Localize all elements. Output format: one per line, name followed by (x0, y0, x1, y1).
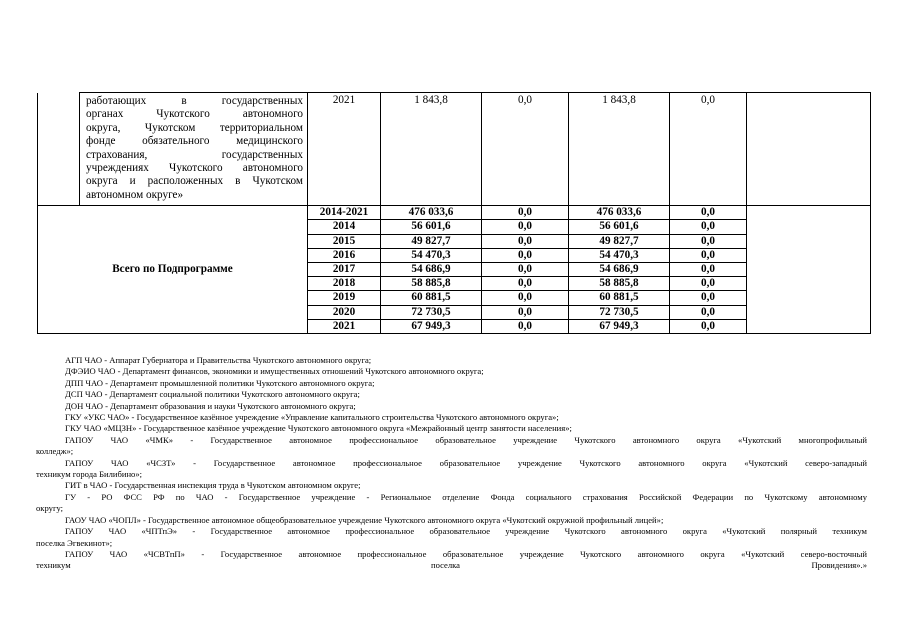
summary-federal: 0,0 (482, 248, 569, 262)
summary-municipal: 0,0 (670, 206, 747, 220)
responsible-cell (747, 93, 871, 206)
summary-okrug: 49 827,7 (569, 234, 670, 248)
summary-year: 2014-2021 (308, 206, 381, 220)
summary-municipal: 0,0 (670, 305, 747, 319)
summary-okrug: 58 885,8 (569, 277, 670, 291)
federal-budget-cell: 0,0 (482, 93, 569, 206)
abbreviation-item: ГАПОУ ЧАО «ЧСЗТ» - Государственное автономное профессиональное образовательное учреждение Чукотского автономного округа «Чукотский северо-западный (65, 457, 867, 468)
summary-okrug: 60 881,5 (569, 291, 670, 305)
abbreviation-continuation: колледж»; (36, 446, 74, 457)
summary-total: 54 470,3 (381, 248, 482, 262)
summary-total: 54 686,9 (381, 263, 482, 277)
summary-year: 2019 (308, 291, 381, 305)
summary-okrug: 476 033,6 (569, 206, 670, 220)
summary-year: 2018 (308, 277, 381, 291)
summary-federal: 0,0 (482, 305, 569, 319)
abbreviation-item: АГП ЧАО - Аппарат Губернатора и Правительства Чукотского автономного округа; (65, 355, 372, 365)
abbreviation-item: ГАПОУ ЧАО «ЧПТпЭ» - Государственное автономное профессиональное образовательное учреждение Чукотского автономного округа «Чукотский полярный техникум (65, 526, 867, 537)
abbreviation-item: ГАОУ ЧАО «ЧОПЛ» - Государственное автономное общеобразовательное учреждение Чукотского автономного округа «Чукотский окружной профильный лицей»; (65, 514, 664, 525)
summary-okrug: 72 730,5 (569, 305, 670, 319)
summary-municipal: 0,0 (670, 248, 747, 262)
summary-total: 476 033,6 (381, 206, 482, 220)
abbreviation-continuation: техникум города Билибино»; (36, 469, 143, 480)
abbreviation-item: ГКУ «УКС ЧАО» - Государственное казённое учреждение «Управление капитального строительства Чукотского автономного округа»; (65, 412, 559, 423)
summary-federal: 0,0 (482, 263, 569, 277)
summary-total: 56 601,6 (381, 220, 482, 234)
subprogram-total-label: Всего по Подпрограмме (38, 206, 308, 334)
summary-federal: 0,0 (482, 234, 569, 248)
summary-okrug: 67 949,3 (569, 319, 670, 333)
summary-year: 2017 (308, 263, 381, 277)
summary-okrug: 54 686,9 (569, 263, 670, 277)
summary-okrug: 54 470,3 (569, 248, 670, 262)
summary-municipal: 0,0 (670, 234, 747, 248)
summary-total: 49 827,7 (381, 234, 482, 248)
municipal-budget-cell: 0,0 (670, 93, 747, 206)
summary-municipal: 0,0 (670, 220, 747, 234)
measure-description: работающих в государственных органах Чукотского автономного округа, Чукотском территориальном фонде обязательного медицинского страхования, государственных учреждениях Чукотского автономного округа и расположенных в Чукотском автономном округе» (80, 93, 308, 206)
abbreviation-continuation: поселка Эгвекинот»; (36, 537, 113, 548)
summary-total: 60 881,5 (381, 291, 482, 305)
summary-total: 58 885,8 (381, 277, 482, 291)
summary-federal: 0,0 (482, 220, 569, 234)
summary-municipal: 0,0 (670, 277, 747, 291)
abbreviation-item: ДПП ЧАО - Департамент промышленной политики Чукотского автономного округа; (65, 377, 375, 388)
abbreviation-item: ДОН ЧАО - Департамент образования и науки Чукотского автономного округа; (65, 400, 356, 411)
abbreviation-item: ГАПОУ ЧАО «ЧСВТпП» - Государственное автономное профессиональное образовательное учреждение Чукотского автономного округа «Чукотский северо-восточный (65, 548, 867, 559)
summary-federal: 0,0 (482, 206, 569, 220)
budget-table (37, 92, 871, 334)
abbreviation-item: ГАПОУ ЧАО «ЧМК» - Государственное автономное профессиональное образовательное учреждение Чукотского автономного округа «Чукотский многопрофильный (65, 434, 867, 445)
summary-year: 2016 (308, 248, 381, 262)
year-cell: 2021 (308, 93, 381, 206)
summary-federal: 0,0 (482, 319, 569, 333)
abbreviations-list (36, 355, 867, 572)
summary-year: 2014 (308, 220, 381, 234)
summary-municipal: 0,0 (670, 291, 747, 305)
summary-okrug: 56 601,6 (569, 220, 670, 234)
abbreviation-continuation: округу; (36, 503, 64, 514)
summary-year: 2015 (308, 234, 381, 248)
summary-year: 2021 (308, 319, 381, 333)
summary-municipal: 0,0 (670, 263, 747, 277)
abbreviation-item: ДФЭИО ЧАО - Департамент финансов, экономики и имущественных отношений Чукотского автономного округа; (65, 366, 484, 377)
blank-cell (38, 93, 80, 206)
abbreviation-item: ГКУ ЧАО «МЦЗН» - Государственное казённое учреждение Чукотского автономного округа «Межрайонный центр занятости населения»; (65, 423, 572, 434)
summary-federal: 0,0 (482, 291, 569, 305)
summary-total: 72 730,5 (381, 305, 482, 319)
abbreviation-item: ГУ - РО ФСС РФ по ЧАО - Государственное учреждение - Региональное отделение Фонда социального страхования Российской Федерации по Чукотскому автономному (65, 491, 867, 502)
summary-year: 2020 (308, 305, 381, 319)
summary-federal: 0,0 (482, 277, 569, 291)
summary-row (38, 206, 871, 220)
abbreviation-item: ДСП ЧАО - Департамент социальной политики Чукотского автономного округа; (65, 389, 360, 400)
okrug-budget-cell: 1 843,8 (569, 93, 670, 206)
abbreviation-continuation: техникум поселка Провидения».» (36, 560, 867, 571)
table-row (38, 93, 871, 206)
total-cell: 1 843,8 (381, 93, 482, 206)
abbreviation-item: ГИТ в ЧАО - Государственная инспекция труда в Чукотском автономном округе; (65, 480, 361, 491)
summary-municipal: 0,0 (670, 319, 747, 333)
responsible-cell (747, 206, 871, 334)
summary-total: 67 949,3 (381, 319, 482, 333)
